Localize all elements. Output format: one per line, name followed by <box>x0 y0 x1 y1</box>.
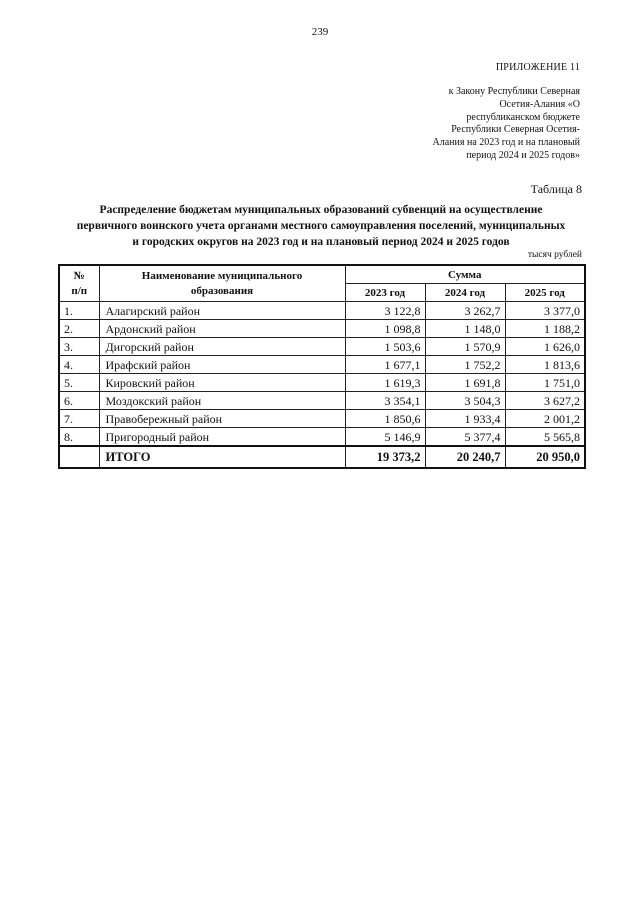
total-row <box>59 446 585 468</box>
row-name: Пригородный район <box>99 428 345 447</box>
appendix-line: Осетия-Алания «О <box>499 98 580 110</box>
value-2023: 1 619,3 <box>345 374 425 392</box>
row-number: 7. <box>59 410 99 428</box>
header-year-2025: 2025 год <box>505 284 585 302</box>
page-number: 239 <box>311 26 329 38</box>
subventions-table <box>58 264 586 469</box>
row-number: 5. <box>59 374 99 392</box>
total-2024: 20 240,7 <box>425 446 505 468</box>
value-2024: 5 377,4 <box>425 428 505 447</box>
total-2025: 20 950,0 <box>505 446 585 468</box>
value-2025: 3 377,0 <box>505 302 585 320</box>
table-row <box>59 410 585 428</box>
value-2025: 1 751,0 <box>505 374 585 392</box>
appendix-line: к Закону Республики Северная <box>448 86 580 97</box>
value-2024: 3 504,3 <box>425 392 505 410</box>
row-number: 3. <box>59 338 99 356</box>
row-name: Моздокский район <box>99 392 345 410</box>
value-2025: 1 188,2 <box>505 320 585 338</box>
appendix-line: республиканском бюджете <box>466 111 580 123</box>
table-row <box>59 428 585 447</box>
row-name: Ирафский район <box>99 356 345 374</box>
value-2023: 1 850,6 <box>345 410 425 428</box>
appendix-line: период 2024 и 2025 годов» <box>466 149 580 161</box>
row-number: 4. <box>59 356 99 374</box>
row-number: 1. <box>59 302 99 320</box>
appendix-title: ПРИЛОЖЕНИЕ 11 <box>495 62 580 73</box>
value-2023: 1 677,1 <box>345 356 425 374</box>
value-2025: 5 565,8 <box>505 428 585 447</box>
value-2025: 1 813,6 <box>505 356 585 374</box>
row-number: 2. <box>59 320 99 338</box>
value-2025: 3 627,2 <box>505 392 585 410</box>
title-line: Распределение бюджетам муниципальных образований субвенций на осуществление <box>99 204 543 216</box>
value-2025: 1 626,0 <box>505 338 585 356</box>
value-2023: 3 354,1 <box>345 392 425 410</box>
appendix-reference <box>405 86 580 163</box>
header-sum: Сумма <box>345 265 585 284</box>
header-year-2024: 2024 год <box>425 284 505 302</box>
table-row <box>59 374 585 392</box>
total-label: ИТОГО <box>99 446 345 468</box>
row-number: 6. <box>59 392 99 410</box>
title-line: первичного воинского учета органами местного самоуправления поселений, муниципальных <box>76 220 566 232</box>
title-line: и городских округов на 2023 год и на плановый период 2024 и 2025 годов <box>132 236 510 248</box>
units-label: тысяч рублей <box>527 250 582 260</box>
total-number-cell <box>59 446 99 468</box>
row-name: Ардонский район <box>99 320 345 338</box>
value-2023: 1 503,6 <box>345 338 425 356</box>
table-row <box>59 356 585 374</box>
total-2023: 19 373,2 <box>345 446 425 468</box>
appendix-line: Республики Северная Осетия- <box>451 124 580 136</box>
row-name: Алагирский район <box>99 302 345 320</box>
value-2025: 2 001,2 <box>505 410 585 428</box>
value-2024: 1 933,4 <box>425 410 505 428</box>
row-number: 8. <box>59 428 99 447</box>
table-number: Таблица 8 <box>530 182 582 196</box>
table-row <box>59 338 585 356</box>
row-name: Дигорский район <box>99 338 345 356</box>
value-2024: 3 262,7 <box>425 302 505 320</box>
header-num: № п/п <box>59 265 99 302</box>
value-2023: 3 122,8 <box>345 302 425 320</box>
table-row <box>59 302 585 320</box>
document-title <box>60 202 582 250</box>
table-row <box>59 320 585 338</box>
value-2023: 5 146,9 <box>345 428 425 447</box>
value-2024: 1 570,9 <box>425 338 505 356</box>
row-name: Кировский район <box>99 374 345 392</box>
appendix-line: Алания на 2023 год и на плановый <box>432 137 580 149</box>
value-2024: 1 752,2 <box>425 356 505 374</box>
header-name: Наименование муниципального образования <box>99 265 345 302</box>
header-year-2023: 2023 год <box>345 284 425 302</box>
row-name: Правобережный район <box>99 410 345 428</box>
value-2024: 1 148,0 <box>425 320 505 338</box>
value-2024: 1 691,8 <box>425 374 505 392</box>
value-2023: 1 098,8 <box>345 320 425 338</box>
table-row <box>59 392 585 410</box>
